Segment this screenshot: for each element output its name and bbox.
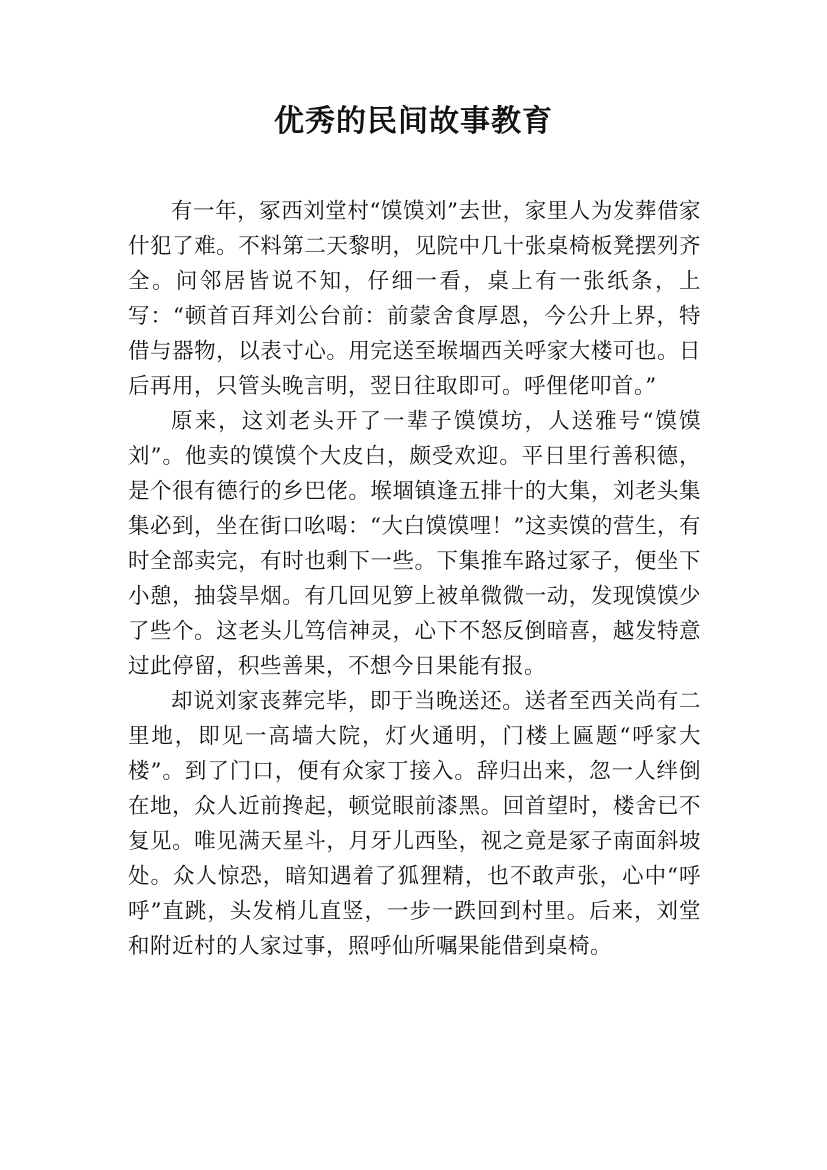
- paragraph-3: 却说刘家丧葬完毕，即于当晚送还。送者至西关尚有二里地，即见一高墙大院，灯火通明，门楼上匾题“呼家大楼”。到了门口，便有众家丁接入。辞归出来，忽一人绊倒在地，众人近前搀起，顿觉眼前漆黑。回首望时，楼舍已不复见。唯见满天星斗，月牙儿西坠，视之竟是冢子南面斜坡处。众人惊恐，暗知遇着了狐狸精，也不敢声张，心中“呼呼”直跳，头发梢儿直竖，一步一跌回到村里。后来，刘堂和附近村的人家过事，照呼仙所嘱果能借到桌椅。: [128, 689, 701, 959]
- paragraph-2: 原来，这刘老头开了一辈子馍馍坊，人送雅号“馍馍刘”。他卖的馍馍个大皮白，颇受欢迎。平日里行善积德，是个很有德行的乡巴佬。堠堌镇逢五排十的大集，刘老头集集必到，坐在街口吆喝：“大白馍馍哩！”这卖馍的营生，有时全部卖完，有时也剩下一些。下集推车路过冢子，便坐下小憩，抽袋旱烟。有几回见箩上被单微微一动，发现馍馍少了些个。这老头儿笃信神灵，心下不怒反倒暗喜，越发特意过此停留，积些善果，不想今日果能有报。: [128, 409, 701, 679]
- document-title: 优秀的民间故事教育: [274, 104, 553, 139]
- document-body: [128, 194, 701, 964]
- paragraph-1: 有一年，冢西刘堂村“馍馍刘”去世，家里人为发葬借家什犯了难。不料第二天黎明，见院中几十张桌椅板凳摆列齐全。问邻居皆说不知，仔细一看，桌上有一张纸条，上写：“顿首百拜刘公台前：前蒙舍食厚恩，今公升上界，特借与器物，以表寸心。用完送至堠堌西关呼家大楼可也。日后再用，只管头晚言明，翌日往取即可。呼俚佬叩首。”: [128, 199, 701, 399]
